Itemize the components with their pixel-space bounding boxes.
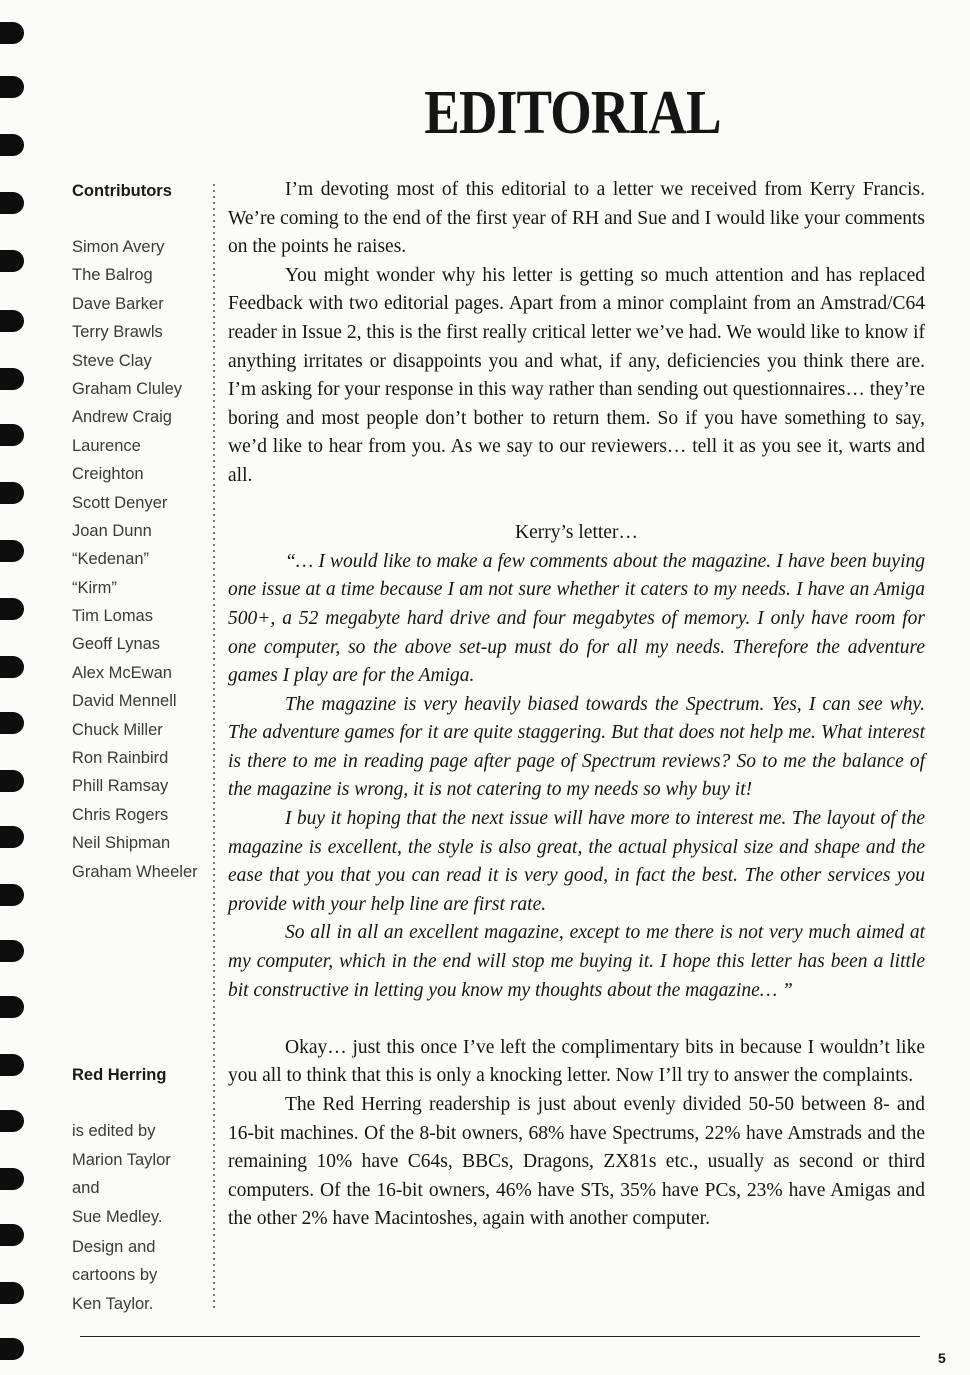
- contributor-name: Chuck Miller: [72, 720, 163, 739]
- binding-hole: [0, 250, 24, 272]
- binding-hole: [0, 482, 24, 504]
- binding-hole: [0, 940, 24, 962]
- binding-hole: [0, 22, 24, 44]
- binding-hole: [0, 712, 24, 734]
- page-number: 5: [938, 1350, 946, 1366]
- binding-hole: [0, 1338, 24, 1360]
- footer-rule: [80, 1336, 920, 1337]
- binding-hole: [0, 1282, 24, 1304]
- binding-hole: [0, 368, 24, 390]
- contributor-name: Graham Wheeler: [72, 862, 198, 881]
- paragraph: Okay… just this once I’ve left the complimentary bits in because I wouldn’t like you all to think that this is only a knocking letter. Now I’ll try to answer the complaints.: [228, 1036, 925, 1087]
- contributor-name: Joan Dunn: [72, 521, 152, 540]
- contributor-name: Laurence: [72, 436, 141, 455]
- contributor-name: “Kedenan”: [72, 550, 150, 569]
- editors-line: Marion Taylor: [72, 1150, 171, 1169]
- contributor-name: Chris Rogers: [72, 805, 169, 824]
- paragraph: I’m devoting most of this editorial to a letter we received from Kerry Francis. We’re coming to the end of the first year of RH and Sue and I would like your comments on the points he raises.: [228, 179, 925, 258]
- binding-hole: [0, 656, 24, 678]
- contributor-name: Creighton: [72, 465, 144, 484]
- letter-heading: Kerry’s letter…: [515, 522, 638, 544]
- paragraph: You might wonder why his letter is getting so much attention and has replaced Feedback with two editorial pages. Apart from a minor complaint from an Amstrad/C64 reader in Issue 2, this is the first really critical letter we’ve had. We would like to know if anything irritates or disappoints you and what, if any, deficiencies you think there are. I’m asking for your response in this way rather than sending out questionnaires… they’re boring and most people don’t bother to return them. So if you have something to say, we’d like to hear from you. As we say to our reviewers… tell it as you see it, warts and all.: [228, 264, 925, 486]
- contributor-name: Graham Cluley: [72, 379, 183, 398]
- binding-holes: [0, 0, 30, 1375]
- design-credit: [72, 1233, 212, 1318]
- contributor-name: Phill Ramsay: [72, 777, 169, 796]
- binding-hole: [0, 424, 24, 446]
- contributor-name: David Mennell: [72, 692, 177, 711]
- design-line: Design and: [72, 1238, 156, 1256]
- contributor-name: “Kirm”: [72, 578, 117, 597]
- letter-paragraph: The magazine is very heavily biased towards the Spectrum. Yes, I can see why. The adventure games for it are quite staggering. But that does not help me. What interest is there to me in reading page after page of Spectrum reviews? So to me the balance of the magazine is wrong, it is not catering to my needs so why buy it!: [228, 693, 925, 801]
- binding-hole: [0, 598, 24, 620]
- contributors-sidebar: [72, 177, 212, 886]
- binding-hole: [0, 134, 24, 156]
- binding-hole: [0, 1110, 24, 1132]
- binding-hole: [0, 826, 24, 848]
- contributor-name: Scott Denyer: [72, 493, 168, 512]
- contributor-name: Tim Lomas: [72, 607, 153, 626]
- binding-hole: [0, 996, 24, 1018]
- design-line: cartoons by: [72, 1266, 158, 1285]
- article-body: [228, 176, 925, 1234]
- publication-name: Red Herring: [72, 1066, 167, 1084]
- contributor-name: Andrew Craig: [72, 408, 172, 427]
- design-line: Ken Taylor.: [72, 1294, 154, 1313]
- binding-hole: [0, 1054, 24, 1076]
- contributor-name: Terry Brawls: [72, 323, 163, 342]
- contributors-heading: Contributors: [72, 182, 172, 200]
- binding-hole: [0, 76, 24, 98]
- page-title: EDITORIAL: [424, 79, 721, 147]
- column-divider: [213, 182, 215, 1312]
- binding-hole: [0, 770, 24, 792]
- contributor-name: Simon Avery: [72, 238, 165, 256]
- paragraph: The Red Herring readership is just about evenly divided 50-50 between 8- and 16-bit machines. Of the 8-bit owners, 68% have Spectrums, 22% have Amstrads and the remaining 10% have C64s, BBCs, Dragons, ZX81s etc., usually as second or third computers. Of the 16-bit owners, 46% have STs, 35% have PCs, 23% have Amigas and the other 2% have Macintoshes, again with another computer.: [228, 1094, 925, 1230]
- contributor-name: Ron Rainbird: [72, 749, 169, 768]
- binding-hole: [0, 1224, 24, 1246]
- letter-paragraph: I buy it hoping that the next issue will have more to interest me. The layout of the magazine is excellent, the style is also great, the actual physical size and shape and the ease that you that you can read it is very good, in fact the best. The other services you provide with your help line are first rate.: [228, 808, 925, 915]
- contributor-name: Neil Shipman: [72, 834, 171, 853]
- contributor-name: Dave Barker: [72, 294, 164, 313]
- editors-credit: [72, 1061, 212, 1231]
- binding-hole: [0, 192, 24, 214]
- editors-line: Sue Medley.: [72, 1207, 163, 1226]
- binding-hole: [0, 884, 24, 906]
- letter-paragraph: So all in all an excellent magazine, except to me there is not very much aimed at my computer, which in the end will stop me buying it. I hope this letter has been a little bit constructive in letting you know my thoughts about the magazine… ”: [228, 922, 925, 1001]
- editors-line: and: [72, 1179, 100, 1198]
- letter-paragraph: “… I would like to make a few comments about the magazine. I have been buying one issue at a time because I am not sure whether it caters to my needs. I have an Amiga 500+, a 52 megabyte hard drive and four megabytes of memory. I only have room for one computer, so the above set-up must do for all my needs. Therefore the adventure games I play are for the Amiga.: [228, 550, 925, 687]
- contributor-name: Geoff Lynas: [72, 635, 161, 654]
- binding-hole: [0, 310, 24, 332]
- editors-line: is edited by: [72, 1122, 156, 1141]
- binding-hole: [0, 1168, 24, 1190]
- contributor-name: Steve Clay: [72, 351, 152, 370]
- contributor-name: The Balrog: [72, 266, 153, 285]
- contributor-name: Alex McEwan: [72, 663, 172, 682]
- binding-hole: [0, 540, 24, 562]
